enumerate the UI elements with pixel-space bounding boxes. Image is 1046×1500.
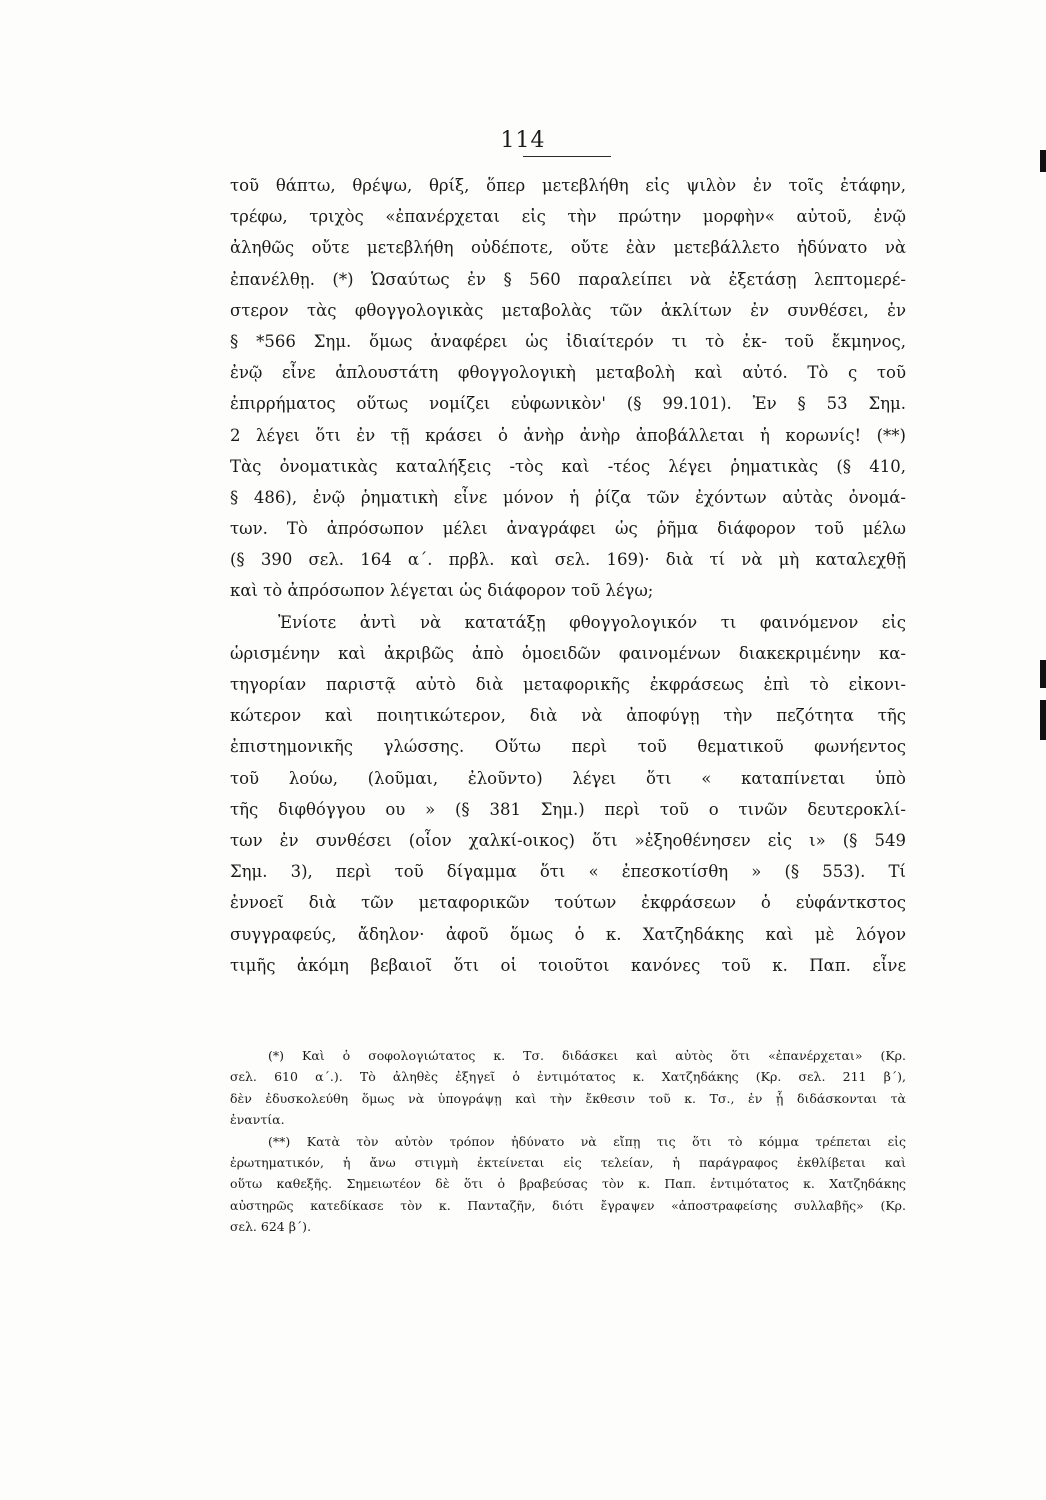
text-line: ἐπιρρήματος οὕτως νομίζει εὐφωνικὸν' (§ 99.101). Ἐν § 53 Σημ. [230,394,906,414]
text-line: § *566 Σημ. ὅμως ἀναφέρει ὡς ἰδιαίτερόν τι τὸ ἐκ- τοῦ ἔκμηνος, [230,331,906,351]
scan-edge-mark [1040,150,1046,172]
text-line: τηγορίαν παριστᾷ αὐτὸ διὰ μεταφορικῆς ἐκφράσεως ἐπὶ τὸ εἰκονι- [230,675,906,694]
text-line: ἐνῷ εἶνε ἁπλουστάτη φθογγολογικὴ μεταβολὴ καὶ αὐτό. Τὸ ς τοῦ [230,363,906,383]
page-number: 114 [500,128,546,153]
footnote-line: οὕτω καθεξῆς. Σημειωτέον δὲ ὅτι ὁ βραβεύσας τὸν κ. Παπ. ἐντιμότατος κ. Χατζηδάκης [230,1176,906,1192]
footnotes [230,1045,906,1238]
text-line: τρέφω, τριχὸς «ἐπανέρχεται εἰς τὴν πρώτην μορφὴν« αὐτοῦ, ἐνῷ [230,207,906,227]
text-line: § 486), ἐνῷ ῥηματικὴ εἶνε μόνον ἡ ῥίζα τῶν ἐχόντων αὐτὰς ὀνομά- [230,487,906,507]
text-line: ἐννοεῖ διὰ τῶν μεταφορικῶν τούτων ἐκφράσεων ὁ εὐφάντκστος [230,893,906,913]
text-line: τοῦ λούω, (λοῦμαι, ἐλοῦντο) λέγει ὅτι « καταπίνεται ὑπὸ [230,768,906,788]
footnote-line: δὲν ἐδυσκολεύθη ὅμως νὰ ὑπογράψῃ καὶ τὴν ἔκθεσιν τοῦ κ. Τσ., ἐν ᾗ διδάσκονται τὰ [230,1090,906,1106]
text-line: των ἐν συνθέσει (οἷον χαλκί-οικος) ὅτι »ἐξηοθένησεν εἰς ι» (§ 549 [230,830,906,850]
header-rule [523,156,611,157]
text-line: τιμῆς ἀκόμη βεβαιοῖ ὅτι οἱ τοιοῦτοι κανόνες τοῦ κ. Παπ. εἶνε [230,955,906,975]
text-line: 2 λέγει ὅτι ἐν τῇ κράσει ὁ ἀνὴρ ἀνὴρ ἀποβάλλεται ἡ κορωνίς! (**) [230,425,906,445]
text-line: τῆς διφθόγγου ου » (§ 381 Σημ.) περὶ τοῦ ο τινῶν δευτεροκλί- [230,799,906,819]
text-line: ἀληθῶς οὔτε μετεβλήθη οὐδέποτε, οὔτε ἐὰν μετεβάλλετο ἠδύνατο νὰ [230,238,906,258]
text-line: κώτερον καὶ ποιητικώτερον, διὰ νὰ ἀποφύγῃ τὴν πεζότητα τῆς [230,706,906,726]
footnote-line: ἐρωτηματικόν, ἡ ἄνω στιγμὴ ἐκτείνεται εἰς τελείαν, ἡ παράγραφος ἐκθλίβεται καὶ [230,1154,906,1170]
footnote-line: σελ. 624 β΄). [230,1219,312,1235]
text-line: τοῦ θάπτω, θρέψω, θρίξ, ὅπερ μετεβλήθη εἰς ψιλὸν ἐν τοῖς ἐτάφην, [230,176,906,195]
text-line: ἐπανέλθῃ. (*) Ὡσαύτως ἐν § 560 παραλείπει νὰ ἐξετάσῃ λεπτομερέ- [230,269,906,289]
paragraph-start-line: Ἐνίοτε ἀντὶ νὰ κατατάξῃ φθογγολογικόν τι φαινόμενον εἰς [278,612,906,632]
text-line: καὶ τὸ ἀπρόσωπον λέγεται ὡς διάφορον τοῦ λέγω; [230,581,654,601]
text-line: Τὰς ὀνοματικὰς καταλήξεις -τὸς καὶ -τέος λέγει ῥηματικὰς (§ 410, [230,456,906,476]
scan-edge-mark [1040,660,1046,688]
scan-edge-mark [1040,700,1046,740]
text-line: των. Τὸ ἀπρόσωπον μέλει ἀναγράφει ὡς ῥῆμα διάφορον τοῦ μέλω [230,519,906,539]
footnote-line: σελ. 610 α΄.). Τὸ ἀληθὲς ἐξηγεῖ ὁ ἐντιμότατος κ. Χατζηδάκης (Κρ. σελ. 211 β΄), [230,1069,906,1085]
text-line: συγγραφεύς, ἄδηλον· ἀφοῦ ὅμως ὁ κ. Χατζηδάκης καὶ μὲ λόγον [230,924,906,944]
text-line: ἐπιστημονικῆς γλώσσης. Οὕτω περὶ τοῦ θεματικοῦ φωνήεντος [230,737,906,757]
main-text [230,170,906,981]
text-line: στερον τὰς φθογγολογικὰς μεταβολὰς τῶν ἀκλίτων ἐν συνθέσει, ἐν [230,300,906,320]
text-line: Σημ. 3), περὶ τοῦ δίγαμμα ὅτι « ἐπεσκοτίσθη » (§ 553). Τί [230,862,906,882]
footnote-line: (*) Καὶ ὁ σοφολογιώτατος κ. Τσ. διδάσκει καὶ αὐτὸς ὅτι «ἐπανέρχεται» (Κρ. [268,1048,906,1063]
footnote-line: αὐστηρῶς κατεδίκασε τὸν κ. Πανταζῆν, διότι ἔγραψεν «ἀποστραφείσης συλλαβῆς» (Κρ. [230,1197,906,1213]
footnote-line: ἐναντία. [230,1112,285,1128]
footnote-line: (**) Κατὰ τὸν αὐτὸν τρόπον ἠδύνατο νὰ εἴπῃ τις ὅτι τὸ κόμμα τρέπεται εἰς [268,1133,906,1149]
text-line: (§ 390 σελ. 164 α΄. πρβλ. καὶ σελ. 169)· διὰ τί νὰ μὴ καταλεχθῇ [230,550,906,570]
text-line: ὡρισμένην καὶ ἀκριβῶς ἀπὸ ὁμοειδῶν φαινομένων διακεκριμένην κα- [230,643,906,663]
